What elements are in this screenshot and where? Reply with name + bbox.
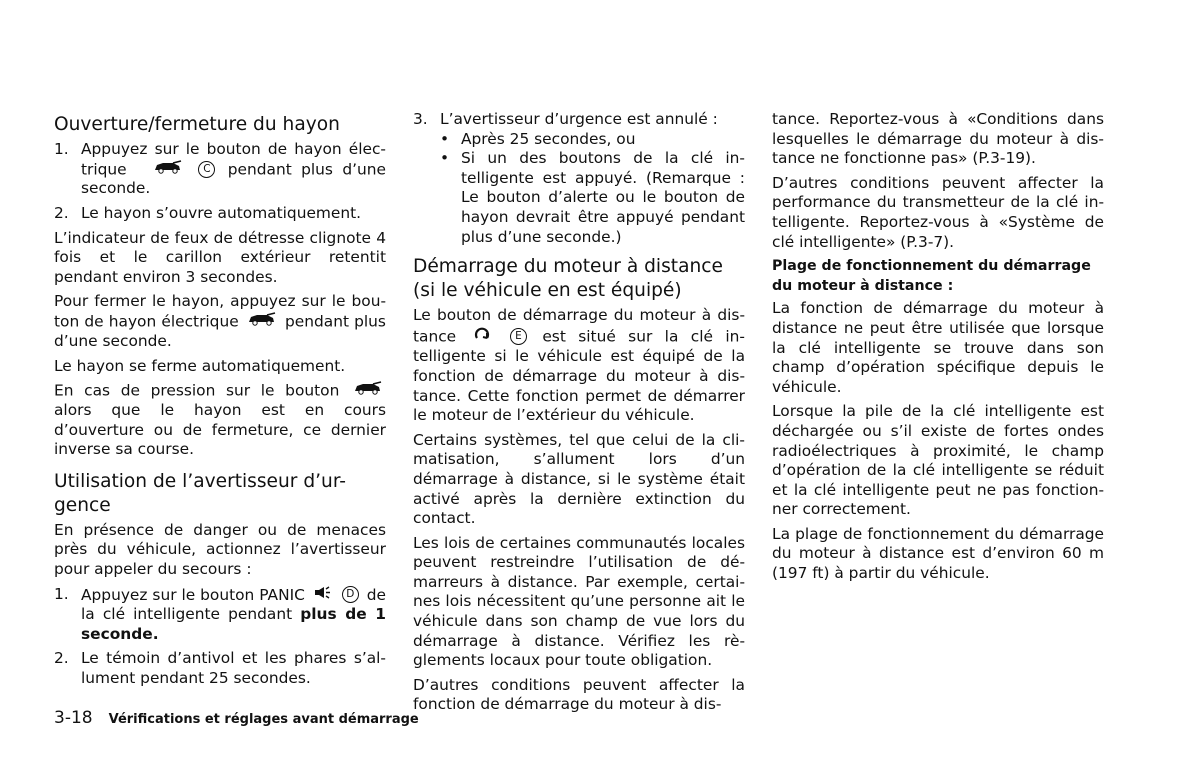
bullet-text: Si un des boutons de la clé in-telligente est appuyé. (Remarque : Le bouton d’alerte ou le bouton de hayon devrait être appuyé pendant plus d’une seconde.) (461, 149, 745, 246)
subheading-plage: Plage de fonctionnement du démarrage du moteur à distance : (772, 258, 1091, 294)
paragraph (54, 381, 386, 460)
list-item (413, 110, 745, 130)
liftgate-icon (153, 160, 183, 180)
column-right (772, 110, 1104, 589)
bullet: • (440, 149, 450, 168)
list-text: Appuyez sur le bouton PANIC (81, 585, 305, 604)
list-number: 2. (54, 649, 69, 668)
paragraph (413, 306, 745, 426)
liftgate-icon (353, 381, 383, 401)
list-number: 3. (413, 110, 428, 128)
paragraph-text: Pour fermer le hayon, appuyez sur le bou-ton de hayon électrique (54, 292, 386, 331)
paragraph-text: Le bouton de démarrage du moteur à dis-tance (413, 306, 745, 346)
paragraph: L’indicateur de feux de détresse clignote 4 fois et le carillon extérieur retentit pendant environ 3 secondes. (54, 228, 386, 286)
remote-start-icon (472, 326, 492, 348)
paragraph-text: pendant plus d’une seconde. (54, 312, 386, 350)
bullet-item (413, 149, 745, 247)
paragraph: La plage de fonctionnement du démarrage du moteur à distance est d’environ 60 m (197 ft) à partir du véhicule. (772, 524, 1104, 583)
list-item (54, 140, 386, 199)
column-middle (413, 110, 745, 720)
list-text: L’avertisseur d’urgence est annulé : (440, 110, 718, 128)
list-text: Appuyez sur le bouton de hayon élec-trique (81, 140, 386, 178)
list-item (54, 649, 386, 688)
bullet-item (413, 130, 745, 150)
list-text-bold: plus de 1 seconde. (81, 605, 386, 643)
list-number: 2. (54, 204, 69, 223)
panic-horn-icon (313, 585, 331, 606)
section-title: Vérifications et réglages avant démarrage (108, 712, 419, 727)
page-number: 3-18 (54, 708, 93, 728)
paragraph-text: alors que le hayon est en cours d’ouverture ou de fermeture, ce dernier inverse sa course. (54, 401, 386, 459)
paragraph: tance. Reportez-vous à «Conditions dans lesquelles le démarrage du moteur à dis-tance ne fonctionne pas» (P.3-19). (772, 110, 1104, 168)
list-number: 1. (54, 140, 69, 158)
list-item (54, 585, 386, 645)
key-e-icon: E (510, 328, 527, 345)
paragraph-text: est situé sur la clé in-telligente si le véhicule est équipé de la fonction de démarrage du moteur à dis-tance. Cette fonction permet de démarrer le moteur de l’extérieur du véhicule. (413, 327, 745, 425)
list-text: Le témoin d’antivol et les phares s’al-lument pendant 25 secondes. (81, 649, 386, 687)
paragraph: Le hayon se ferme automatiquement. (54, 356, 346, 375)
list-text: Le hayon s’ouvre automatiquement. (81, 204, 362, 223)
paragraph: La fonction de démarrage du moteur à distance ne peut être utilisée que lorsque la clé intelligente se trouve dans son champ d’opération spécifique depuis le véhicule. (772, 299, 1104, 396)
bullet-text: Après 25 secondes, ou (461, 129, 636, 148)
paragraph: Certains systèmes, tel que celui de la cli-matisation, s’allument lors d’un démarrage à distance, si le système était activé après la dernière extinction du contact. (413, 430, 745, 528)
heading-demarrage: Démarrage du moteur à distance (si le véhicule en est équipé) (413, 256, 723, 302)
paragraph: Lorsque la pile de la clé intelligente est déchargée ou s’il existe de fortes ondes radioélectriques à proximité, le champ d’opération de la clé intelligente se réduit et la clé intelligente peut ne pas fonction-ner correctement. (772, 402, 1104, 519)
column-left (54, 110, 386, 694)
paragraph-text: En cas de pression sur le bouton (54, 381, 340, 400)
list-item (54, 204, 386, 224)
paragraph (54, 292, 386, 351)
list-text: pendant plus d’une seconde. (81, 159, 386, 198)
key-d-icon: D (342, 586, 359, 603)
heading-hayon: Ouverture/fermeture du hayon (54, 114, 340, 135)
list-number: 1. (54, 584, 69, 603)
page-footer (54, 708, 419, 728)
bullet: • (440, 129, 450, 148)
list-text: de la clé intelligente pendant (81, 585, 386, 624)
paragraph: Les lois de certaines communautés locales peuvent restreindre l’utilisation de dé-marreurs à distance. Par exemple, certai-nes lois nécessitent qu’une personne ait le véhicule dans son champ de vue lors du démarrage à distance. Vérifiez les rè-glements locaux pour toute obligation. (413, 533, 745, 670)
paragraph: D’autres conditions peuvent affecter la fonction de démarrage du moteur à dis- (413, 675, 745, 714)
heading-urgence: Utilisation de l’avertisseur d’ur-gence (54, 470, 346, 516)
paragraph: En présence de danger ou de menaces près du véhicule, actionnez l’avertisseur pour appeler du secours : (54, 520, 386, 578)
paragraph: D’autres conditions peuvent affecter la performance du transmetteur de la clé in-telligente. Reportez-vous à «Système de clé intelligente» (P.3-7). (772, 173, 1104, 251)
liftgate-icon (247, 312, 277, 332)
key-c-icon: C (198, 161, 215, 178)
